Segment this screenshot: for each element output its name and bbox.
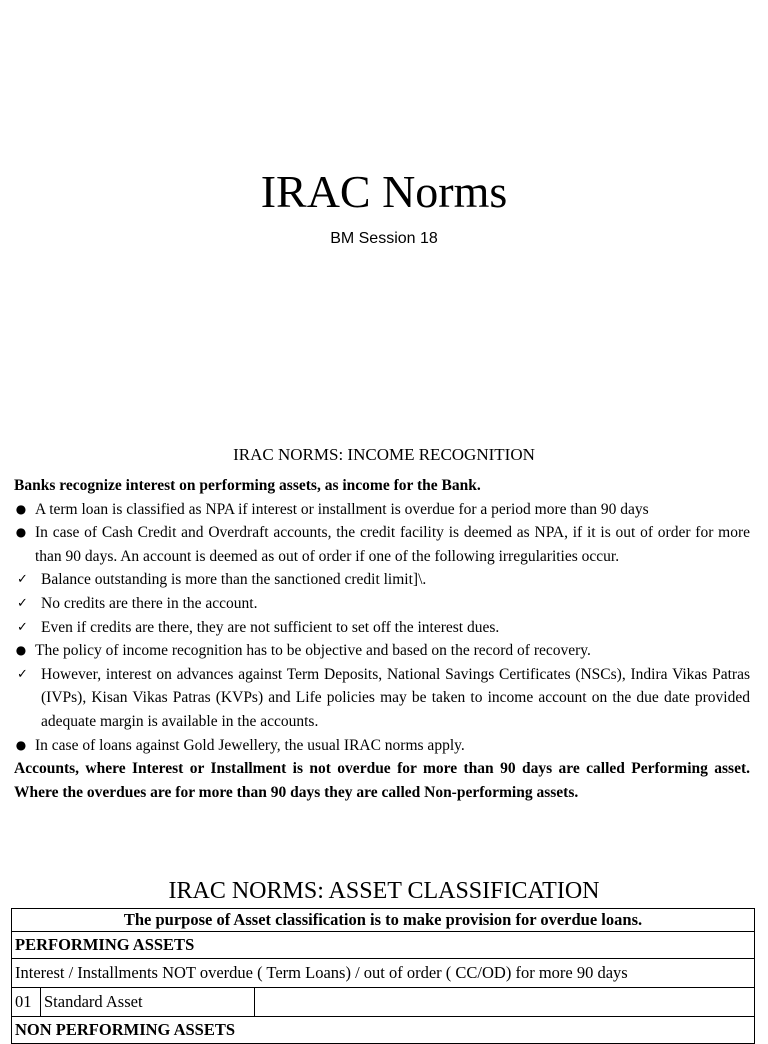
check-group (14, 568, 750, 639)
checkmark-icon: ✓ (17, 595, 28, 611)
performing-assets-label: PERFORMING ASSETS (12, 932, 755, 959)
table-row (12, 1017, 755, 1044)
income-recognition-heading: IRAC NORMS: INCOME RECOGNITION (233, 445, 535, 464)
income-recognition-bullets (14, 498, 750, 758)
bullet-text: The policy of income recognition has to be objective and based on the record of recovery. (35, 642, 591, 660)
list-item (14, 734, 750, 758)
income-recognition-conclusion: Accounts, where Interest or Installment is not overdue for more than 90 days are called Performing asset. Where the overdues are for more than 90 days they are called Non-performing assets. (14, 760, 750, 801)
bullet-icon: ● (15, 643, 27, 658)
checkmark-icon: ✓ (17, 572, 28, 588)
bullet-text: In case of Cash Credit and Overdraft accounts, the credit facility is deemed as NPA, if it is out of order for more than 90 days. An account is deemed as out of order if one of the following irregularities occur. (35, 524, 750, 565)
table-row (12, 988, 755, 1017)
table-row (12, 959, 755, 988)
table-row (12, 932, 755, 959)
non-performing-assets-label: NON PERFORMING ASSETS (12, 1017, 755, 1044)
bullet-icon: ● (15, 737, 27, 752)
list-item (14, 521, 750, 568)
checkmark-icon: ✓ (17, 619, 28, 635)
bullet-icon: ● (15, 501, 27, 516)
asset-classification-heading: IRAC NORMS: ASSET CLASSIFICATION (168, 878, 600, 904)
bullet-text: A term loan is classified as NPA if interest or installment is overdue for a period more than 90 days (35, 500, 649, 518)
table-row (12, 909, 755, 932)
row-number-cell: 01 (12, 988, 41, 1017)
list-item (14, 663, 750, 734)
check-text: No credits are there in the account. (41, 594, 258, 612)
list-item (14, 639, 750, 663)
list-item (14, 498, 750, 522)
list-item (14, 568, 750, 592)
income-recognition-lead: Banks recognize interest on performing assets, as income for the Bank. (14, 477, 481, 494)
row-label-cell: Standard Asset (41, 988, 255, 1017)
list-item (14, 592, 750, 616)
check-text: Even if credits are there, they are not sufficient to set off the interest dues. (41, 618, 500, 636)
performing-assets-definition: Interest / Installments NOT overdue ( Term Loans) / out of order ( CC/OD) for more 90 days (12, 959, 755, 988)
checkmark-icon: ✓ (17, 666, 28, 682)
asset-classification-table (11, 908, 755, 1044)
check-text: However, interest on advances against Term Deposits, National Savings Certificates (NSCs), Indira Vikas Patras (IVPs), Kisan Vikas Patras (KVPs) and Life policies may be taken to income account on the due date provided adequate margin is available in the accounts. (41, 665, 750, 730)
purpose-cell: The purpose of Asset classification is to make provision for overdue loans. (12, 909, 755, 932)
row-detail-cell (255, 988, 755, 1017)
income-recognition-body (14, 474, 750, 804)
check-group (14, 663, 750, 734)
list-item (14, 616, 750, 640)
bullet-icon: ● (15, 525, 27, 540)
check-text: Balance outstanding is more than the sanctioned credit limit]\. (41, 571, 427, 589)
slide-title: IRAC Norms (260, 166, 508, 217)
bullet-text: In case of loans against Gold Jewellery, the usual IRAC norms apply. (35, 736, 465, 754)
slide-subtitle: BM Session 18 (330, 230, 438, 247)
